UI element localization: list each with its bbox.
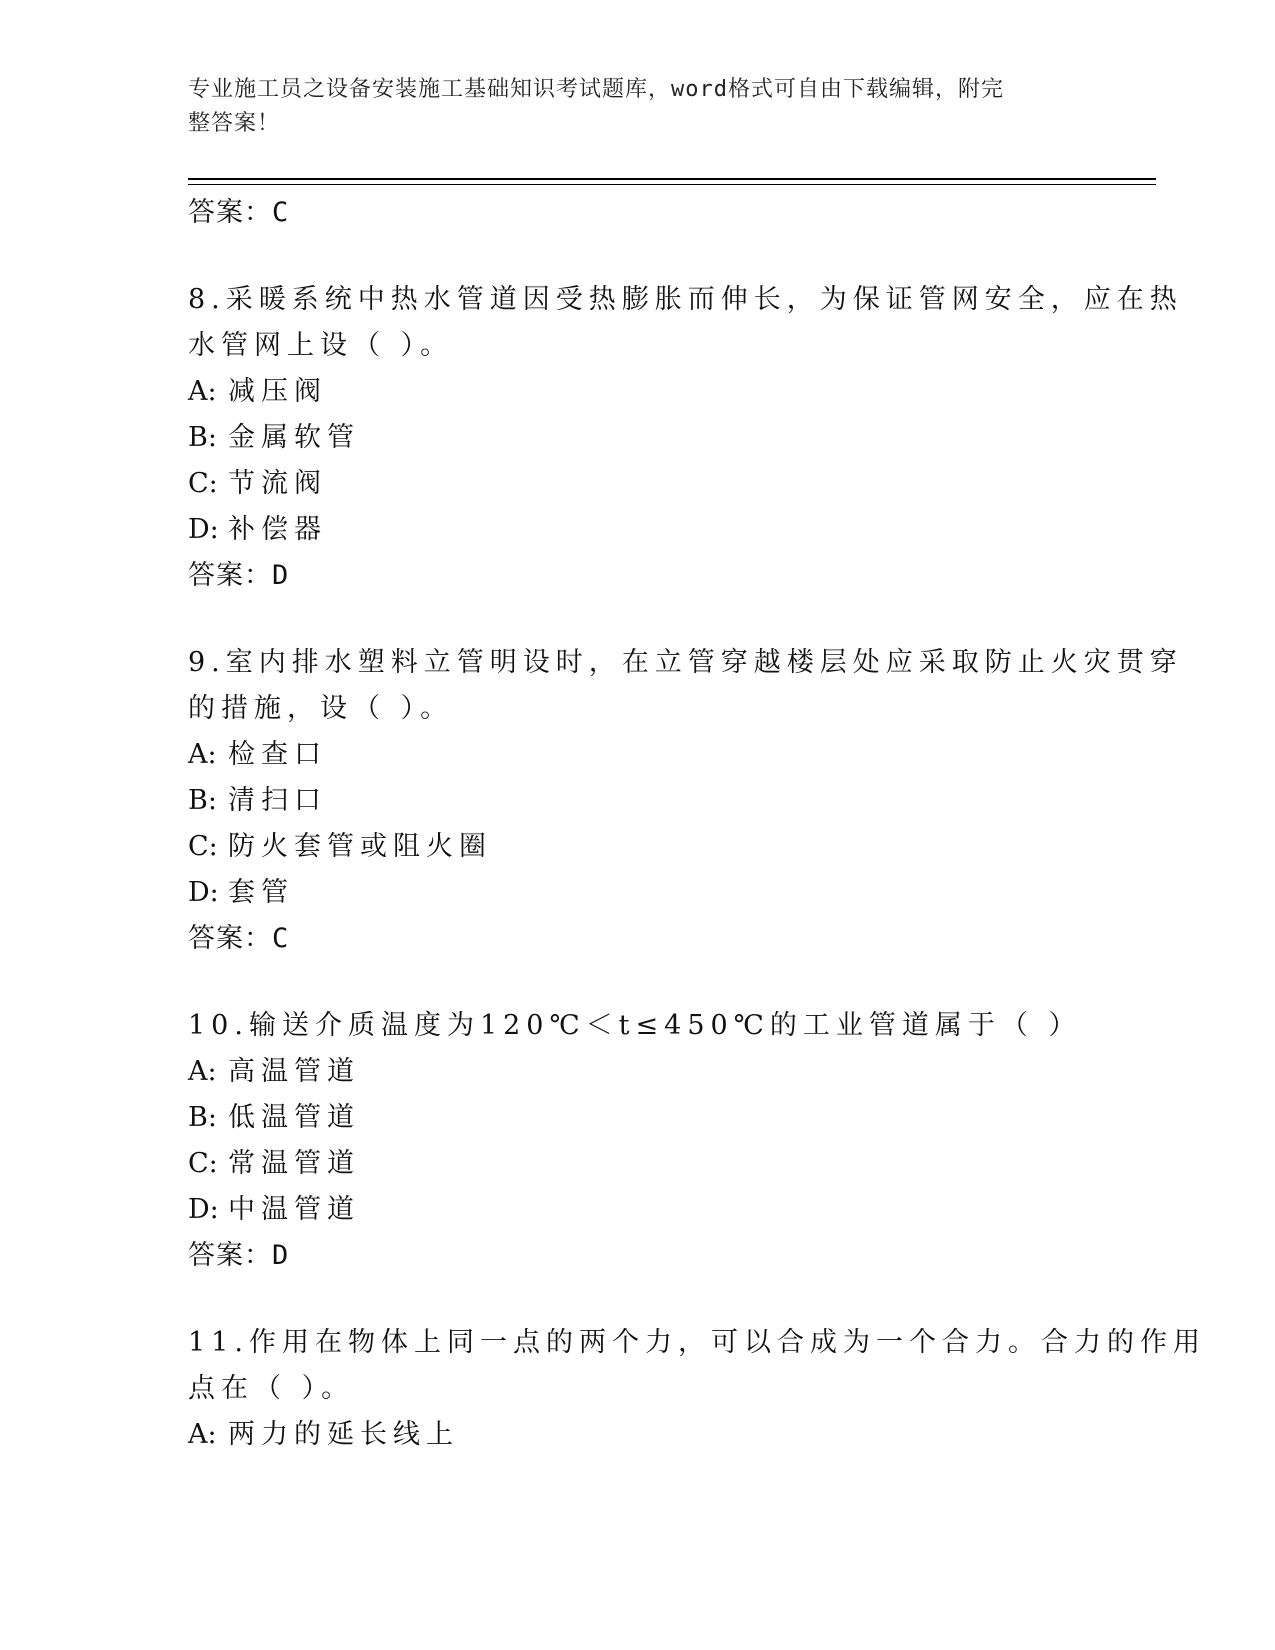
option-text: 检查口 — [228, 739, 327, 770]
header-line-1: 专业施工员之设备安装施工基础知识考试题库，word格式可自由下载编辑，附完 — [188, 77, 1004, 102]
question-10 — [188, 1003, 1088, 1279]
answer-label: 答案： — [188, 560, 272, 591]
answer-value: C — [272, 197, 290, 228]
option-text: 中温管道 — [228, 1194, 360, 1225]
question-9-option-b — [188, 778, 1088, 824]
answer-value: C — [272, 923, 290, 954]
option-key: A: — [188, 1419, 217, 1450]
option-text: 补偿器 — [228, 514, 327, 545]
question-8-answer — [188, 553, 1088, 599]
question-9 — [188, 640, 1183, 962]
option-key: C: — [188, 1148, 218, 1179]
answer-prev — [188, 190, 1088, 236]
answer-value: D — [272, 560, 290, 591]
question-8-option-a — [188, 369, 1088, 415]
header-rule-thin — [188, 184, 1156, 185]
option-key: B: — [188, 1102, 217, 1133]
question-10-option-a — [188, 1049, 1088, 1095]
page-header — [188, 73, 1088, 141]
question-9-option-a — [188, 732, 1088, 778]
question-10-answer — [188, 1233, 1088, 1279]
option-key: C: — [188, 831, 218, 862]
option-key: A: — [188, 376, 217, 407]
question-8 — [188, 277, 1183, 599]
option-text: 金属软管 — [228, 422, 360, 453]
option-key: D: — [188, 1194, 219, 1225]
question-11 — [188, 1320, 1206, 1458]
header-line-2: 整答案！ — [188, 111, 281, 136]
header-rule-thick — [188, 178, 1156, 180]
question-9-line-2: 的措施，设（ ）。 — [188, 693, 454, 724]
question-8-option-c — [188, 461, 1088, 507]
question-11-line-1: 11.作用在物体上同一点的两个力，可以合成为一个合力。合力的作用 — [188, 1327, 1206, 1358]
question-10-option-c — [188, 1141, 1088, 1187]
question-10-option-d — [188, 1187, 1088, 1233]
question-10-option-b — [188, 1095, 1088, 1141]
question-9-answer — [188, 916, 1088, 962]
question-8-option-d — [188, 507, 1088, 553]
option-key: C: — [188, 468, 218, 499]
question-11-option-a — [188, 1412, 1088, 1458]
question-11-line-2: 点在（ ）。 — [188, 1373, 355, 1404]
question-8-line-2: 水管网上设（ ）。 — [188, 330, 454, 361]
question-9-option-c — [188, 824, 1088, 870]
option-text: 减压阀 — [228, 376, 327, 407]
option-text: 防火套管或阻火圈 — [228, 831, 492, 862]
option-key: D: — [188, 514, 219, 545]
option-key: A: — [188, 1056, 217, 1087]
option-text: 套管 — [228, 877, 294, 908]
answer-label: 答案： — [188, 197, 272, 228]
question-9-line-1: 9.室内排水塑料立管明设时，在立管穿越楼层处应采取防止火灾贯穿 — [188, 647, 1183, 678]
answer-label: 答案： — [188, 923, 272, 954]
answer-value: D — [272, 1240, 290, 1271]
option-text: 常温管道 — [228, 1148, 360, 1179]
option-text: 两力的延长线上 — [228, 1419, 459, 1450]
question-8-option-b — [188, 415, 1088, 461]
question-8-line-1: 8.采暖系统中热水管道因受热膨胀而伸长，为保证管网安全，应在热 — [188, 284, 1183, 315]
question-9-option-d — [188, 870, 1088, 916]
option-key: B: — [188, 422, 217, 453]
page-content — [188, 190, 1206, 1458]
option-key: B: — [188, 785, 217, 816]
option-key: D: — [188, 877, 219, 908]
option-text: 节流阀 — [228, 468, 327, 499]
option-text: 清扫口 — [228, 785, 327, 816]
option-text: 低温管道 — [228, 1102, 360, 1133]
question-10-line-1: 10.输送介质温度为120℃＜t≤450℃的工业管道属于（ ） — [188, 1010, 1082, 1041]
answer-label: 答案： — [188, 1240, 272, 1271]
option-text: 高温管道 — [228, 1056, 360, 1087]
option-key: A: — [188, 739, 217, 770]
